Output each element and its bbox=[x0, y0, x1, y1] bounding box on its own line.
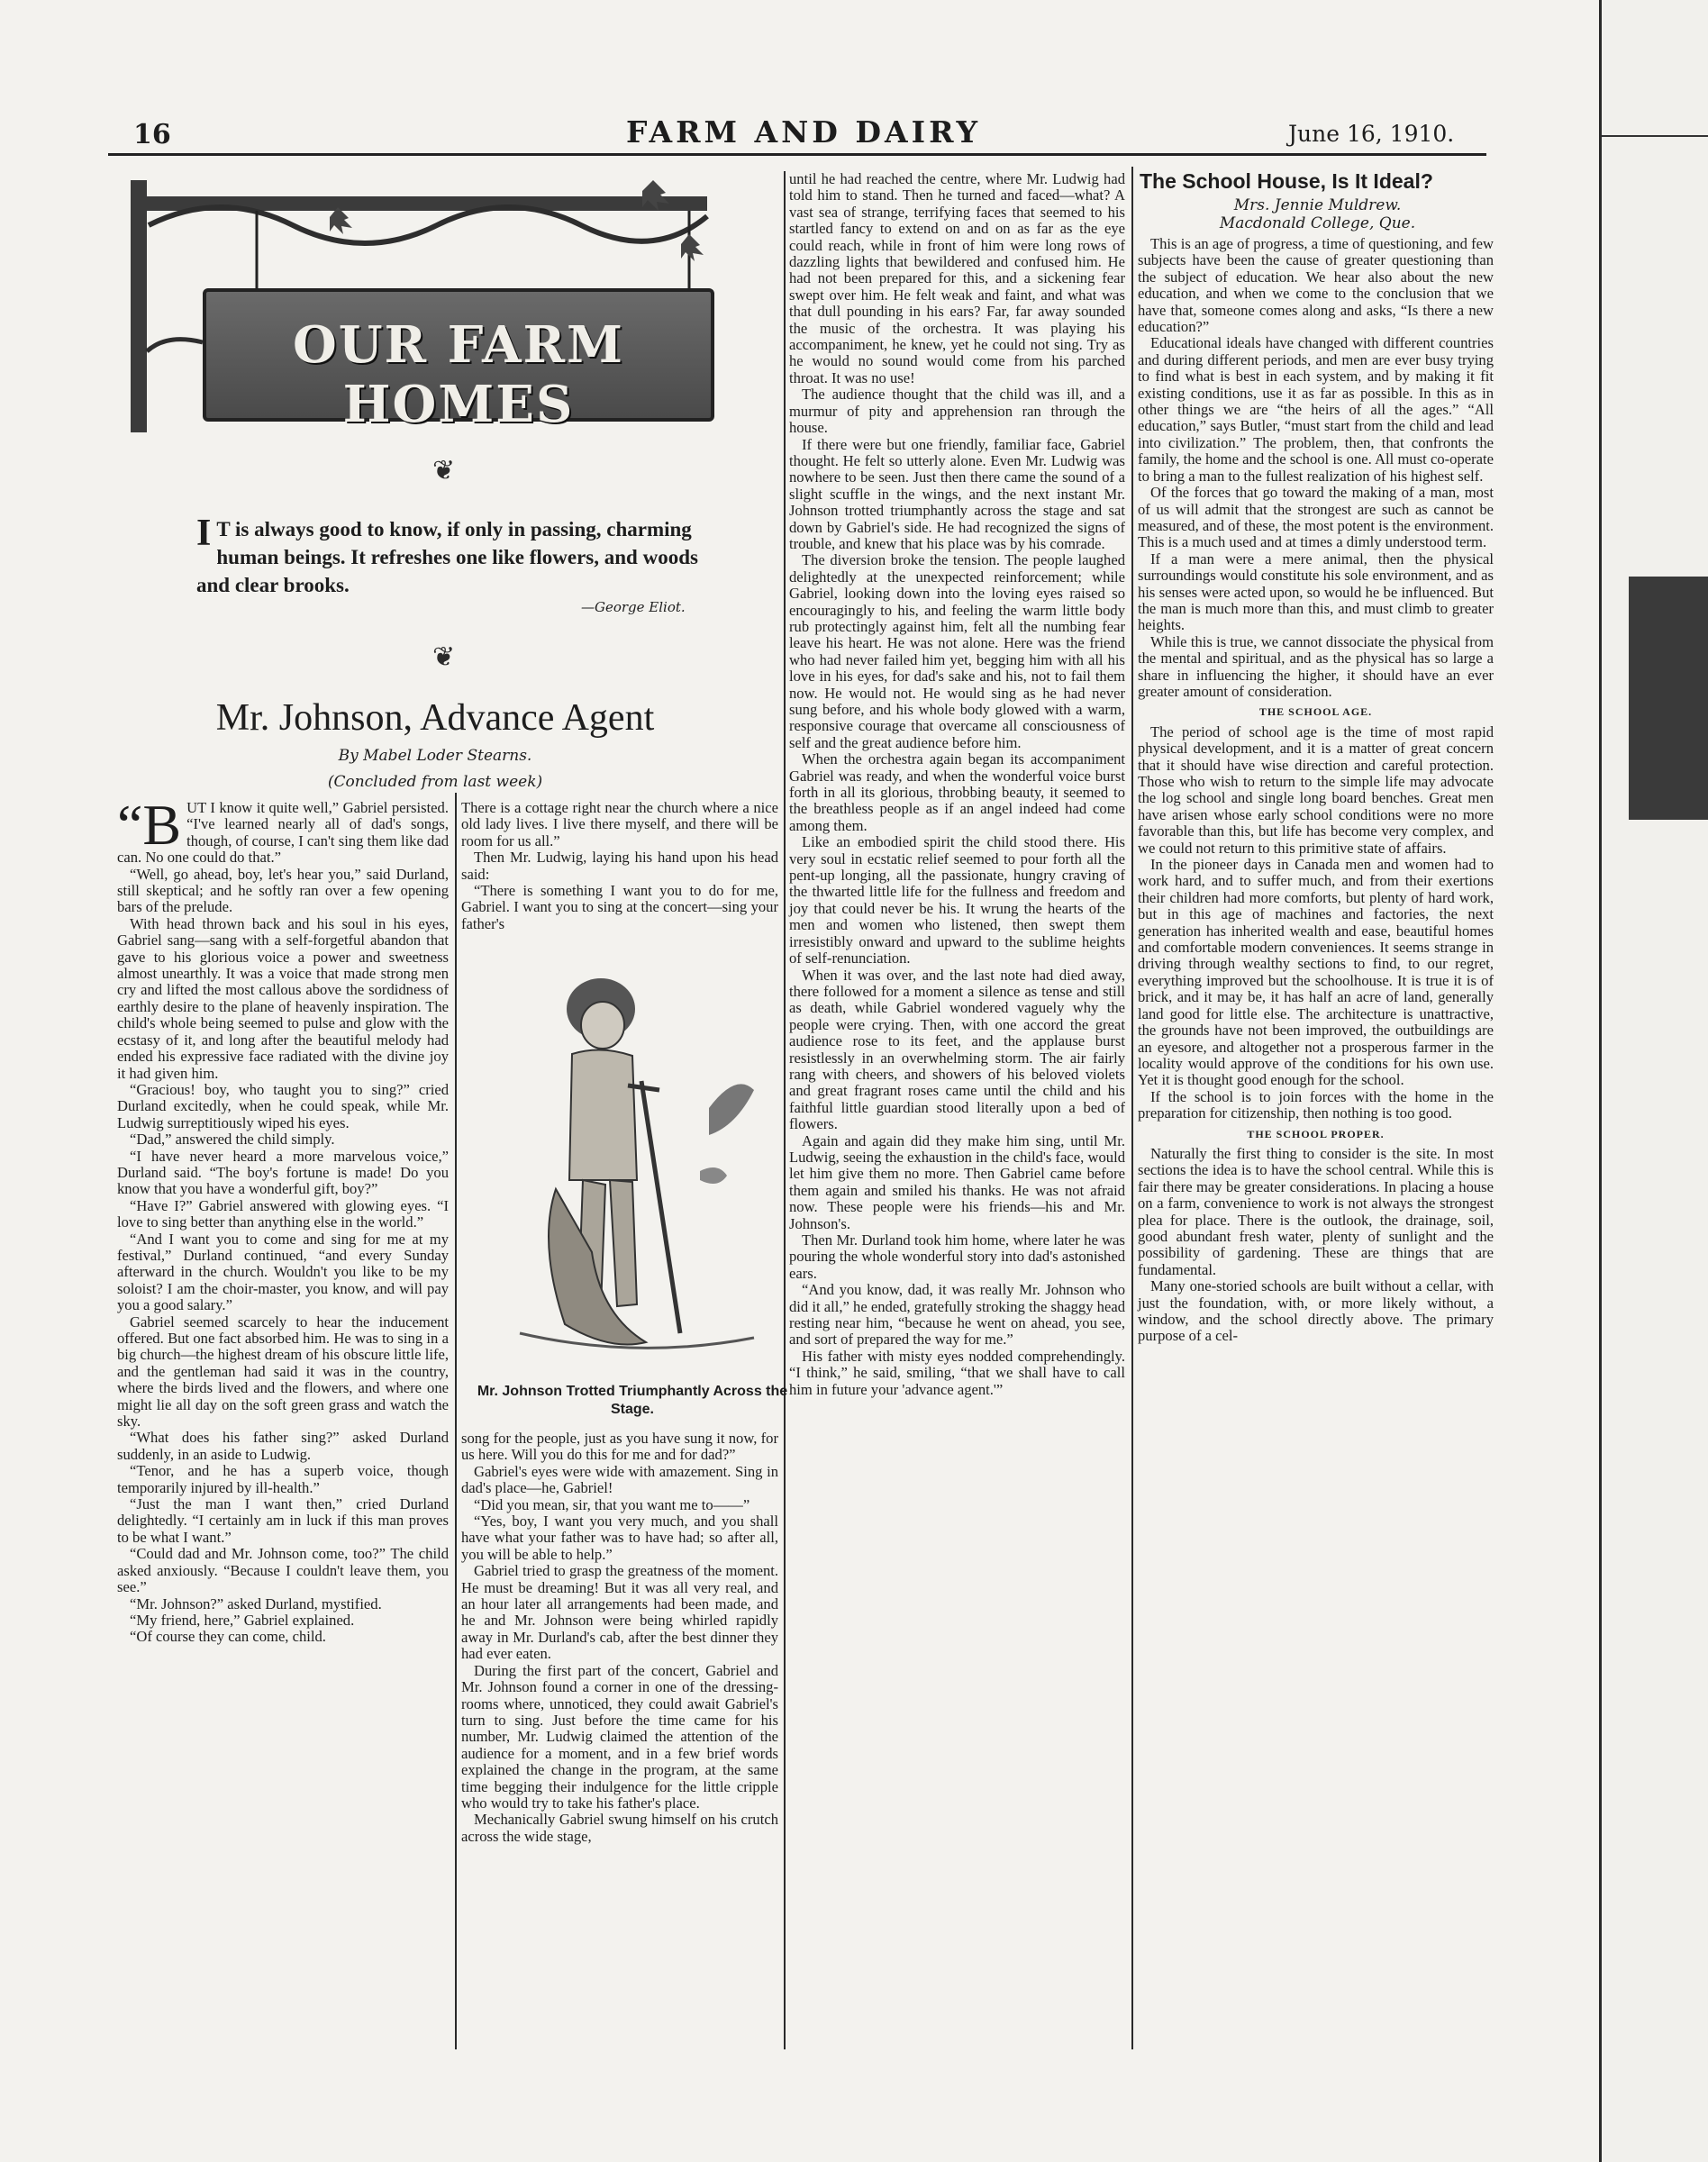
paragraph: song for the people, just as you have sung it now, for us here. Will you do this for me and for dad?” bbox=[461, 1430, 778, 1464]
paragraph: When it was over, and the last note had died away, there followed for a moment a silence as tense and still as death, while Gabriel wondered vaguely why the people were crying. Then, with one accord the great audience rose to its feet, and the applause burst resistlessly in an overwhelming storm. The air fairly rang with cheers, and showers of his beloved violets and great fragrant roses came until the child and his faithful little guardian stood literally upon a bed of flowers. bbox=[789, 966, 1125, 1133]
adjacent-page-photo bbox=[1629, 577, 1708, 820]
paragraph: “There is something I want you to do for me, Gabriel. I want you to sing at the concert—sing your father's bbox=[461, 882, 778, 932]
paragraph: The diversion broke the tension. The people laughed delightedly at the unexpected reinforcement; while Gabriel, looking down into the loving eyes raised so encouragingly to his, and feeling the warm little body rub protectingly against him, felt all the numbing fear leave his heart. He was not alone. Here was the friend who had never failed him yet, begging him with all his love in his eyes, for dad's sake and his, not to fail them now. He would not. He would sing as he had never sung before, and his whole body glowed with a warm, responsive courage that overcame all consciousness of self and the great audience before him. bbox=[789, 551, 1125, 751]
paragraph: If the school is to join forces with the home in the preparation for citizenship, then nothing is too good. bbox=[1138, 1087, 1494, 1122]
paragraph: “Have I?” Gabriel answered with glowing eyes. “I love to sing better than anything else in the world.” bbox=[117, 1196, 449, 1231]
paragraph: In the pioneer days in Canada men and women had to work hard, and to suffer much, and from their exertions their children had more comforts, but plenty of hard work, but in this age of machines and factories, the next generation has inherited wealth and ease, beautiful homes and comfortable modern conveniences. It seems strange in driving through wealthy sections to find, to our regret, everything improved but the schoolhouse. It is true it is of brick, and it may be, it has half an acre of land, generally land good for little else. The architecture is unattractive, the grounds have not been improved, the outbuildings are an eyesore, and altogether not a prosperous farmer in the locality would approve of the conditions for his own use. Yet it is thought good enough for the school. bbox=[1138, 856, 1494, 1089]
article-title: The School House, Is It Ideal? bbox=[1140, 169, 1433, 193]
paragraph: While this is true, we cannot dissociate the physical from the mental and spiritual, and as the physical has so large a share in influencing the higher, it should have an ever greater amount of consideration. bbox=[1138, 632, 1494, 700]
maple-leaf-icon: ❦ bbox=[432, 641, 456, 673]
paragraph: Then Mr. Durland took him home, where later he was pouring the whole wonderful story into dad's astonished ears. bbox=[789, 1231, 1125, 1282]
epigraph-initial: I bbox=[196, 513, 212, 554]
paragraph: “Did you mean, sir, that you want me to——” bbox=[474, 1495, 750, 1513]
story-column-3 bbox=[789, 171, 1125, 1398]
paragraph: “And you know, dad, it was really Mr. Johnson who did it all,” he ended, gratefully stroking the shaggy head resting near him, “because he went on ahead, you see, and sort of prepared the way for me.” bbox=[789, 1281, 1125, 1349]
paragraph: Many one-storied schools are built without a cellar, with just the foundation, with, or more likely without, a window, and the school directly above. The primary purpose of a cel- bbox=[1138, 1277, 1494, 1345]
paragraph: Naturally the first thing to consider is the site. In most sections the idea is to have the school central. While this is fair there may be greater considerations. In placing a house on a farm, convenience to work is not always the strongest plea for place. There is the outlook, the drainage, soil, good abundant fresh water, plenty of sunlight and the possibility of gardening. These are things that are fundamental. bbox=[1138, 1144, 1494, 1278]
our-farm-homes-banner bbox=[113, 171, 725, 441]
paragraph: “Dad,” answered the child simply. bbox=[130, 1131, 335, 1149]
paragraph: This is an age of progress, a time of questioning, and few subjects have been the cause of greater questioning than the subject of education. We hear also about the new education, and when we come to the conclusion that we have that, someone comes along and asks, “Is there a new education?” bbox=[1138, 235, 1494, 336]
banner-title: OUR FARM HOMES bbox=[292, 315, 625, 434]
article-column bbox=[1138, 236, 1494, 1345]
page-number: 16 bbox=[133, 119, 171, 150]
paragraph: Mechanically Gabriel swung himself on his crutch across the wide stage, bbox=[461, 1811, 778, 1845]
story-column-2-bottom bbox=[461, 1431, 778, 1845]
paragraph: “Of course they can come, child. bbox=[130, 1628, 326, 1646]
issue-date: June 16, 1910. bbox=[1288, 121, 1455, 147]
column-rule bbox=[455, 793, 457, 2049]
subheading: THE SCHOOL AGE. bbox=[1258, 705, 1373, 719]
paragraph: “Well, go ahead, boy, let's hear you,” said Durland, still skeptical; and he softly ran over a few opening bars of the prelude. bbox=[117, 865, 449, 916]
paragraph: Gabriel's eyes were wide with amazement. Sing in dad's place—he, Gabriel! bbox=[461, 1462, 778, 1497]
illustration-caption: Mr. Johnson Trotted Triumphantly Across the Stage. bbox=[477, 1384, 788, 1417]
paragraph: The audience thought that the child was ill, and a murmur of pity and apprehension ran through the house. bbox=[789, 386, 1125, 437]
paragraph: “Tenor, and he has a superb voice, though temporarily injured by ill-health.” bbox=[117, 1462, 449, 1496]
subheading: THE SCHOOL PROPER. bbox=[1247, 1127, 1385, 1140]
adjacent-page-edge bbox=[1599, 0, 1708, 2162]
paragraph: Again and again did they make him sing, until Mr. Ludwig, seeing the exhaustion in the child's face, would let him give them no more. Then Gabriel came before them again and smiled his thanks. He was not afraid now. These people were his friends—his and Mr. Johnson's. bbox=[789, 1131, 1125, 1232]
story-column-2-top bbox=[461, 800, 778, 932]
epigraph-attribution: —George Eliot. bbox=[581, 599, 686, 615]
paragraph: Educational ideals have changed with different countries and during different periods, and men are ever busy trying to find what is best in each system, and by making it fit existing conditions, use it as far as possible. In this as in other things we are “the heirs of all the ages.” “All education,” says Butler, “must start from the child and lead into civilization.” The problem, then, that confronts the family, the home and the school is one. All must co-operate to bring a man to the fullest realization of his highest self. bbox=[1138, 334, 1494, 485]
column-rule bbox=[1131, 167, 1133, 2049]
paragraph: “Gracious! boy, who taught you to sing?” cried Durland excitedly, when he could speak, while Mr. Ludwig surreptitiously wiped his eyes. bbox=[117, 1080, 449, 1131]
paragraph: “And I want you to come and sing for me at my festival,” Durland continued, “and every Sunday afterward in the church. Wouldn't you like to be my soloist? I am the choir-master, you know, and will pay you a good salary.” bbox=[117, 1230, 449, 1314]
paragraph: Gabriel tried to grasp the greatness of the moment. He must be dreaming! But it was all very real, and an hour later all arrangements had been made, and he and Mr. Johnson were being whirled rapidly away in Mr. Durland's cab, after the best dinner they had ever eaten. bbox=[461, 1562, 778, 1663]
paragraph: If a man were a mere animal, then the physical surroundings would constitute his sole environment, and as his senses were acted upon, so would he be influenced. But the man is much more than this, and must climb to greater heights. bbox=[1138, 550, 1494, 634]
paragraph: “My friend, here,” Gabriel explained. bbox=[130, 1611, 355, 1629]
paragraph: The period of school age is the time of most rapid physical development, and it is a matter of great concern that it should have wise direction and careful protection. Those who wish to return to the simple life may advocate the log school and single long board benches. Great men have arisen whose early school conditions were no more favorable than this, but life has become very complex, and we could not return to this primitive state of affairs. bbox=[1138, 722, 1494, 857]
paragraph: “Just the man I want then,” cried Durland delightedly. “I certainly am in luck if this man proves to be what I want.” bbox=[117, 1495, 449, 1546]
paragraph: Then Mr. Ludwig, laying his hand upon his head said: bbox=[461, 849, 778, 883]
paragraph: until he had reached the centre, where Mr. Ludwig had told him to stand. Then he turned and faced—what? A vast sea of strange, terrifying faces that seemed to his startled fancy to extend on and on as far as the eye could reach, while in front of him were long rows of dazzling lights that bewildered and confused him. He had not been prepared for this, and a sickening fear swept over him. He felt weak and faint, and what was that dull pounding in his ears? Far, far away sounded the music of the orchestra. It was playing his accompaniment, he knew, yet he could not sing. Try as he would no sound would come from his parched throat. It was no use! bbox=[789, 170, 1125, 386]
paragraph: “I have never heard a more marvelous voice,” Durland said. “The boy's fortune is made! Do you know that you have a wonderful gift, boy?” bbox=[117, 1147, 449, 1198]
article-affiliation: Macdonald College, Que. bbox=[1219, 214, 1416, 232]
paragraph-text: UT I know it quite well,” Gabriel persisted. “I've learned nearly all of dad's songs, though, of course, I can't sing them like dad can. No one could do that.” bbox=[117, 799, 449, 867]
publication-title: FARM AND DAIRY bbox=[626, 114, 982, 150]
paragraph: “What does his father sing?” asked Durland suddenly, in an aside to Ludwig. bbox=[117, 1429, 449, 1463]
paragraph: There is a cottage right near the church where a nice old lady lives. I live there myself, and there will be room for us all.” bbox=[461, 799, 778, 849]
paragraph bbox=[117, 793, 449, 867]
paragraph: His father with misty eyes nodded comprehendingly. “I think,” he said, smiling, “that we shall have to call him in future your 'advance agent.'” bbox=[789, 1347, 1125, 1398]
paragraph: Like an embodied spirit the child stood there. His very soul in ecstatic relief seemed to pour forth all the pent-up longing, all the passionate, hungry craving of the thwarted little life for the fullness and freedom and joy that could never be his. It wrung the hearts of the men and women who listened, then swept them irresistibly onward and upward to the sublime heights of self-renunciation. bbox=[789, 833, 1125, 967]
paragraph: Of the forces that go toward the making of a man, most of us will admit that the strongest are such as cannot be measured, and of these, the most potent is the environment. This is a much used and at times a dimly understood term. bbox=[1138, 484, 1494, 551]
paragraph: “Yes, boy, I want you very much, and you shall have what your father was to have had; so after all, you will be able to help.” bbox=[461, 1512, 778, 1563]
boy-with-crutch-illustration bbox=[466, 955, 799, 1378]
paragraph: During the first part of the concert, Gabriel and Mr. Johnson found a corner in one of the dressing-rooms where, unnoticed, they could await Gabriel's turn to sing. Just before the time came for his number, Mr. Ludwig claimed the attention of the audience for a moment, and in a few brief words explained the change in the program, at the same time begging their indulgence for the little cripple who would try to take his father's place. bbox=[461, 1661, 778, 1812]
story-byline: By Mabel Loder Stearns. bbox=[338, 747, 532, 765]
epigraph-text: T is always good to know, if only in passing, charming human beings. It refreshes one like flowers, and woods and clear brooks. bbox=[196, 518, 698, 596]
paragraph: “Mr. Johnson?” asked Durland, mystified. bbox=[130, 1594, 382, 1612]
drop-cap: “B bbox=[117, 793, 182, 857]
article-author-block bbox=[1140, 196, 1495, 232]
epigraph bbox=[196, 515, 710, 599]
story-column-1 bbox=[117, 793, 449, 1646]
article-author: Mrs. Jennie Muldrew. bbox=[1233, 196, 1402, 214]
story-note: (Concluded from last week) bbox=[327, 773, 543, 791]
paragraph: “Could dad and Mr. Johnson come, too?” The child asked anxiously. “Because I couldn't leave them, you see.” bbox=[117, 1545, 449, 1596]
paragraph: If there were but one friendly, familiar face, Gabriel thought. He felt so utterly alone. Even Mr. Ludwig was nowhere to be seen. Just then there came the sound of a slight scuffle in the wings, and the next instant Mr. Johnson trotted triumphantly across the stage and sat down by Gabriel's side. He had recognized the signs of trouble, and knew that his place was by his comrade. bbox=[789, 435, 1125, 552]
paragraph: With head thrown back and his soul in his eyes, Gabriel sang—sang with a self-forgetful abandon that gave to his glorious voice a power and sweetness almost unearthly. It was a voice that made strong men cry and lifted the most callous above the sordidness of earthly desire to the plane of heavenly inspiration. The child's whole being seemed to pulse and glow with the ecstasy of it, and long after the beautiful melody had ended his expressive face radiated with the divine joy it had given him. bbox=[117, 914, 449, 1082]
paragraph: Gabriel seemed scarcely to hear the inducement offered. But one fact absorbed him. He was to sing in a big church—the highest dream of his obscure little life, and the gentleman had said it was in the country, where the birds lived and the flowers, and where one might lie all day on the soft green grass and watch the sky. bbox=[117, 1313, 449, 1431]
header-rule bbox=[108, 153, 1486, 156]
maple-leaf-icon: ❦ bbox=[432, 455, 456, 486]
adjacent-page-rule bbox=[1602, 135, 1708, 137]
paragraph: When the orchestra again began its accompaniment Gabriel was ready, and when the wonderful voice burst forth in all its glorious, throbbing beauty, it seemed to the breathless people as if an angel indeed had come among them. bbox=[789, 750, 1125, 834]
story-title: Mr. Johnson, Advance Agent bbox=[215, 697, 655, 739]
